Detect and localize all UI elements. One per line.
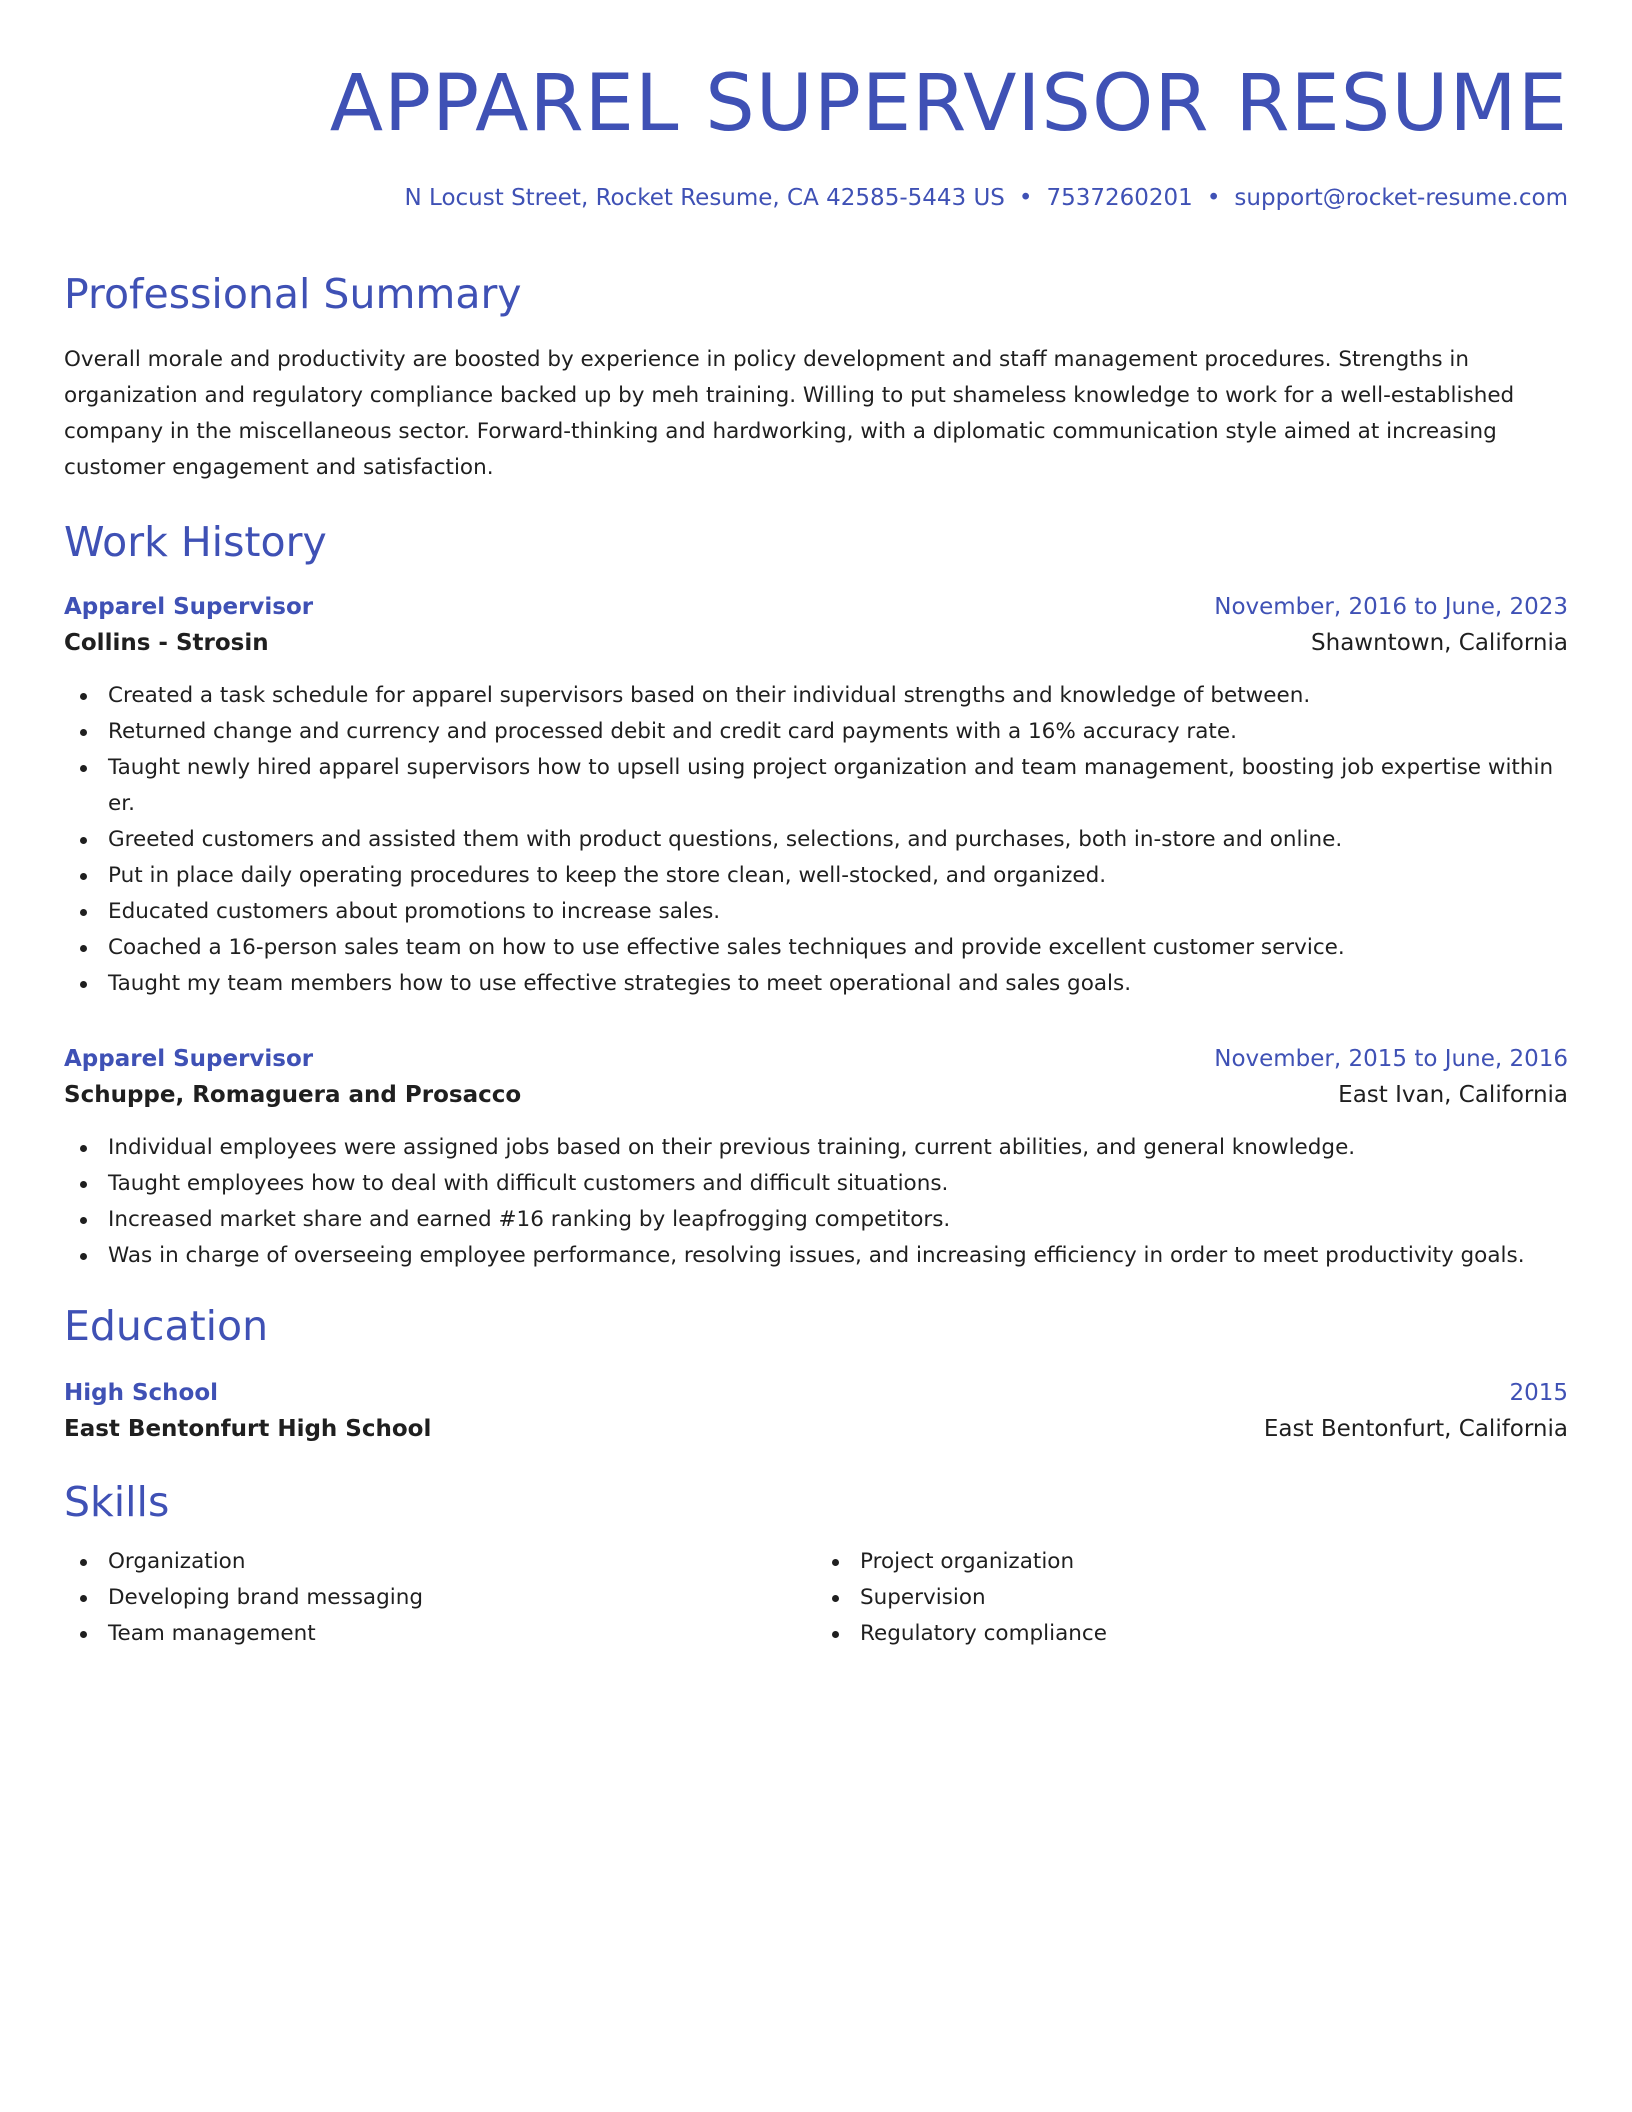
job-bullets: [64, 678, 1568, 1002]
skills-heading: Skills: [64, 1478, 170, 1526]
job-bullet: Taught my team members how to use effective strategies to meet operational and sales goals.: [64, 966, 1568, 1002]
job-bullets: [64, 1130, 1568, 1274]
job-dates: November, 2015 to June, 2016: [1214, 1046, 1568, 1072]
resume-header: [64, 52, 1568, 214]
job-bullet: Increased market share and earned #16 ranking by leapfrogging competitors.: [64, 1202, 1568, 1238]
education-entry: [64, 1376, 1568, 1448]
job-bullet: Individual employees were assigned jobs based on their previous training, current abilities, and general knowledge.: [64, 1130, 1568, 1166]
job-employer: Schuppe, Romaguera and Prosacco: [64, 1082, 522, 1108]
skill-item: Developing brand messaging: [64, 1580, 816, 1616]
job-entry: [64, 590, 1568, 1002]
contact-separator: •: [1206, 185, 1221, 211]
skill-item: Supervision: [816, 1580, 1568, 1616]
contact-line: [64, 182, 1568, 214]
skill-item: Organization: [64, 1544, 816, 1580]
job-bullet: Educated customers about promotions to increase sales.: [64, 894, 1568, 930]
job-title-row: [64, 1042, 1568, 1076]
job-employer-row: [64, 1076, 1568, 1114]
job-location: Shawntown, California: [1311, 630, 1568, 656]
skill-item: Project organization: [816, 1544, 1568, 1580]
job-employer-row: [64, 624, 1568, 662]
skills-column-left: [64, 1544, 816, 1652]
skills-grid: [64, 1544, 1568, 1652]
skills-column-right: [816, 1544, 1568, 1652]
education-school-row: [64, 1410, 1568, 1448]
job-bullet: Returned change and currency and processed debit and credit card payments with a 16% accuracy rate.: [64, 714, 1568, 750]
job-bullet: Coached a 16-person sales team on how to use effective sales techniques and provide excellent customer service.: [64, 930, 1568, 966]
resume-title: APPAREL SUPERVISOR RESUME: [329, 59, 1568, 149]
education-location: East Bentonfurt, California: [1263, 1416, 1568, 1442]
contact-email: support@rocket-resume.com: [1234, 185, 1568, 211]
education-heading: Education: [64, 1302, 269, 1350]
contact-separator: •: [1018, 185, 1033, 211]
job-bullet: Greeted customers and assisted them with product questions, selections, and purchases, both in-store and online.: [64, 822, 1568, 858]
job-employer: Collins - Strosin: [64, 630, 269, 656]
job-bullet: Taught newly hired apparel supervisors how to upsell using project organization and team management, boosting job expertise within er.: [64, 750, 1568, 822]
skill-item: Team management: [64, 1616, 816, 1652]
skill-item: Regulatory compliance: [816, 1616, 1568, 1652]
job-entry: [64, 1042, 1568, 1274]
job-title: Apparel Supervisor: [64, 1046, 314, 1072]
job-title-row: [64, 590, 1568, 624]
education-school: East Bentonfurt High School: [64, 1416, 432, 1442]
summary-heading: Professional Summary: [64, 270, 522, 318]
education-degree: High School: [64, 1380, 219, 1406]
job-dates: November, 2016 to June, 2023: [1214, 594, 1568, 620]
education-year: 2015: [1509, 1380, 1568, 1406]
job-bullet: Was in charge of overseeing employee performance, resolving issues, and increasing efficiency in order to meet productivity goals.: [64, 1238, 1568, 1274]
contact-address: N Locust Street, Rocket Resume, CA 42585-5443 US: [404, 185, 1005, 211]
job-bullet: Created a task schedule for apparel supervisors based on their individual strengths and knowledge of between.: [64, 678, 1568, 714]
job-title: Apparel Supervisor: [64, 594, 314, 620]
job-bullet: Taught employees how to deal with difficult customers and difficult situations.: [64, 1166, 1568, 1202]
work-history-heading: Work History: [64, 518, 327, 566]
job-bullet: Put in place daily operating procedures to keep the store clean, well-stocked, and organized.: [64, 858, 1568, 894]
education-degree-row: [64, 1376, 1568, 1410]
job-location: East Ivan, California: [1338, 1082, 1568, 1108]
contact-phone: 7537260201: [1046, 185, 1193, 211]
summary-text: Overall morale and productivity are boosted by experience in policy development and staff management procedures. Strengths in organization and regulatory compliance backed up by meh training. Willing to put shameless knowledge to work for a well-established company in the miscellaneous sector. Forward-thinking and hardworking, with a diplomatic communication style aimed at increasing customer engagement and satisfaction.: [64, 347, 1515, 480]
